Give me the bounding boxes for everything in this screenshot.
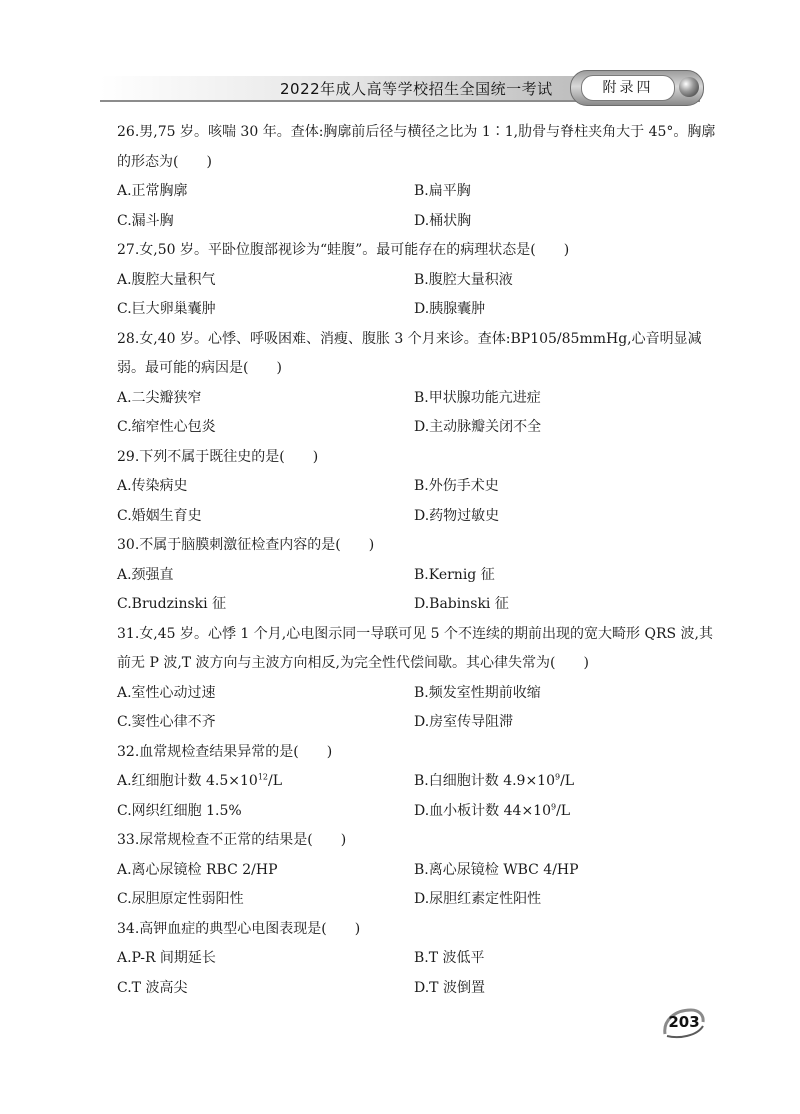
option-a: A.二尖瓣狭窄 xyxy=(117,389,202,406)
option-text: D.血小板计数 44×10 xyxy=(414,802,551,819)
option-grid xyxy=(117,767,717,826)
option-text: A.红细胞计数 4.5×10 xyxy=(117,773,258,789)
question-stem: 26.男,75 岁。咳喘 30 年。查体:胸廓前后径与横径之比为 1∶1,肋骨与脊柱夹角大于 45°。胸廓的形态为( ) xyxy=(117,124,716,170)
option-b: B.外伤手术史 xyxy=(414,478,499,494)
option-text: C.网织红细胞 1.5% xyxy=(117,802,242,819)
question-28 xyxy=(117,325,717,443)
tab-knob-icon xyxy=(679,77,699,97)
page-number-badge xyxy=(661,1006,705,1040)
question-29 xyxy=(117,443,717,532)
option-c: C.婚姻生育史 xyxy=(117,507,202,524)
option-a: A.腹腔大量积气 xyxy=(117,271,216,288)
option-grid xyxy=(117,384,717,443)
option-b: B.离心尿镜检 WBC 4/HP xyxy=(414,861,579,878)
option-text: B.白细胞计数 4.9×10 xyxy=(414,773,555,789)
option-a: A.P-R 间期延长 xyxy=(117,950,216,966)
option-grid xyxy=(117,944,717,1003)
option-b: B.腹腔大量积液 xyxy=(414,271,513,288)
appendix-tab xyxy=(570,70,704,106)
option-grid xyxy=(117,561,717,620)
exponent: 9 xyxy=(551,801,557,811)
option-d: D.主动脉瓣关闭不全 xyxy=(414,419,542,435)
option-a: A.离心尿镜检 RBC 2/HP xyxy=(117,861,278,878)
page-header xyxy=(100,68,705,108)
option-unit: /L xyxy=(556,802,571,819)
question-stem: 30.不属于脑膜刺激征检查内容的是( ) xyxy=(117,537,375,553)
header-title: 2022年成人高等学校招生全国统一考试 xyxy=(280,80,553,98)
question-stem: 29.下列不属于既往史的是( ) xyxy=(117,448,319,465)
option-d: D.药物过敏史 xyxy=(414,507,500,524)
question-31 xyxy=(117,620,717,738)
option-c: C.窦性心律不齐 xyxy=(117,714,216,730)
option-d: D.胰腺囊肿 xyxy=(414,301,486,317)
option-b: B.Kernig 征 xyxy=(414,566,495,583)
option-c: C.漏斗胸 xyxy=(117,212,174,229)
option-b: B.频发室性期前收缩 xyxy=(414,684,541,701)
option-d: D.房室传导阻滞 xyxy=(414,714,514,730)
option-a: A.正常胸廓 xyxy=(117,183,188,199)
option-c: C.巨大卵巢囊肿 xyxy=(117,301,216,317)
question-stem: 27.女,50 岁。平卧位腹部视诊为“蛙腹”。最可能存在的病理状态是( ) xyxy=(117,242,570,258)
question-stem: 33.尿常规检查不正常的结果是( ) xyxy=(117,832,347,848)
question-32 xyxy=(117,738,717,827)
question-30 xyxy=(117,531,717,620)
option-d: D.桶状胸 xyxy=(414,212,472,229)
option-b: B.T 波低平 xyxy=(414,950,485,966)
option-d: D.Babinski 征 xyxy=(414,596,509,612)
option-d: D.尿胆红素定性阳性 xyxy=(414,891,542,907)
question-27 xyxy=(117,236,717,325)
option-c: C.T 波高尖 xyxy=(117,979,188,996)
option-unit: /L xyxy=(268,773,283,789)
option-grid xyxy=(117,856,717,915)
question-stem: 28.女,40 岁。心悸、呼吸困难、消瘦、腹胀 3 个月来诊。查体:BP105/85mmHg,心音明显减弱。最可能的病因是( ) xyxy=(117,330,702,376)
option-a: A.颈强直 xyxy=(117,566,174,583)
option-c: C.Brudzinski 征 xyxy=(117,596,227,612)
option-c xyxy=(117,797,414,827)
option-unit: /L xyxy=(560,773,575,789)
option-grid xyxy=(117,177,717,236)
question-33 xyxy=(117,826,717,915)
option-grid xyxy=(117,472,717,531)
option-b: B.甲状腺功能亢进症 xyxy=(414,389,541,406)
option-a: A.室性心动过速 xyxy=(117,684,216,701)
question-stem: 31.女,45 岁。心悸 1 个月,心电图示同一导联可见 5 个不连续的期前出现的宽大畸形 QRS 波,其前无 P 波,T 波方向与主波方向相反,为完全性代偿间歇。其心律失常为( ) xyxy=(117,625,714,671)
option-c: C.尿胆原定性弱阳性 xyxy=(117,891,244,907)
option-a xyxy=(117,767,414,797)
question-34 xyxy=(117,915,717,1004)
option-b xyxy=(414,767,711,797)
option-grid xyxy=(117,679,717,738)
question-stem: 34.高钾血症的典型心电图表现是( ) xyxy=(117,920,361,937)
option-b: B.扁平胸 xyxy=(414,183,471,199)
option-a: A.传染病史 xyxy=(117,478,188,494)
question-26 xyxy=(117,118,717,236)
question-list xyxy=(117,118,717,1003)
option-grid xyxy=(117,266,717,325)
exponent: 12 xyxy=(257,772,269,782)
option-c: C.缩窄性心包炎 xyxy=(117,419,216,435)
option-d: D.T 波倒置 xyxy=(414,979,485,996)
question-stem: 32.血常规检查结果异常的是( ) xyxy=(117,743,333,760)
appendix-label: 附录四 xyxy=(581,75,675,101)
option-d xyxy=(414,797,711,827)
page-number: 203 xyxy=(668,1013,700,1031)
exponent: 9 xyxy=(555,772,561,782)
